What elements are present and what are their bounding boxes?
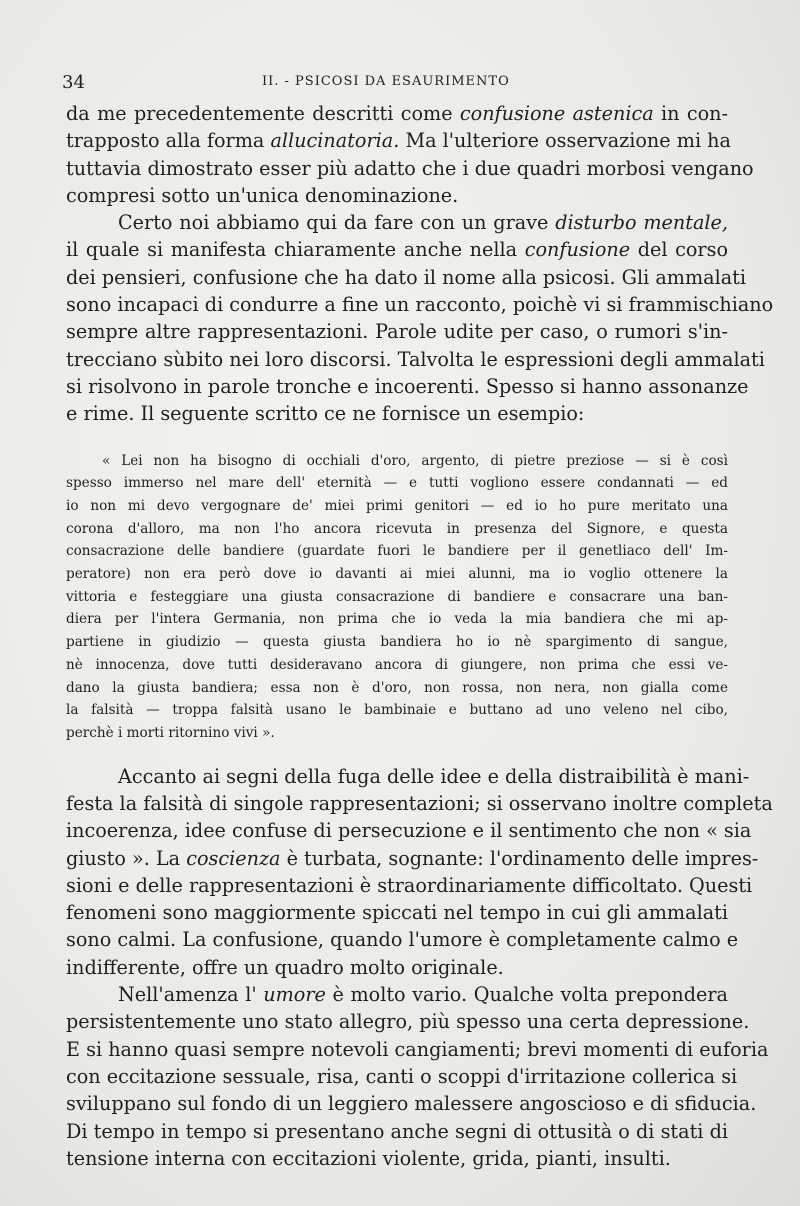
text-line: con eccitazione sessuale, risa, canti o scoppi d'irritazione collerica si xyxy=(66,1064,738,1088)
quote-line: partiene in giudizio — questa giusta bandiera ho io nè spargimento di sangue, xyxy=(66,634,728,651)
text-line: il quale si manifesta chiaramente anche nella confusione del corso xyxy=(66,238,728,262)
text-line: giusto ». La coscienza è turbata, sognante: l'ordinamento delle impres- xyxy=(66,846,759,870)
text-line: fenomeni sono maggiormente spiccati nel tempo in cui gli ammalati xyxy=(66,901,728,925)
text-line: sioni e delle rappresentazioni è straordinariamente difficoltato. Questi xyxy=(66,873,753,897)
text-line: sempre altre rappresentazioni. Parole udite per caso, o rumori s'in- xyxy=(66,320,728,344)
text-line: indifferente, offre un quadro molto originale. xyxy=(66,955,504,979)
quote-line: perchè i morti ritornino vivi ». xyxy=(66,725,275,741)
emphasis: confusione astenica xyxy=(459,102,654,125)
text-line: E si hanno quasi sempre notevoli cangiamenti; brevi momenti di euforia xyxy=(66,1037,769,1061)
quote-line: corona d'alloro, ma non l'ho ancora ricevuta in presenza del Signore, e questa xyxy=(66,520,728,537)
text-line: da me precedentemente descritti come confusione astenica in con- xyxy=(66,102,728,125)
quote-line: spesso immerso nel mare dell' eternità — e tutti vogliono essere condannati — ed xyxy=(66,475,728,492)
page-number: 34 xyxy=(62,72,85,93)
emphasis: umore xyxy=(263,983,326,1007)
text-line: Accanto ai segni della fuga delle idee e della distraibilità è mani- xyxy=(118,764,750,788)
block-quote xyxy=(66,450,728,745)
text-line: persistentemente uno stato allegro, più spesso una certa depressione. xyxy=(66,1010,750,1034)
text-line: dei pensieri, confusione che ha dato il nome alla psicosi. Gli ammalati xyxy=(66,265,747,289)
text-line: e rime. Il seguente scritto ce ne fornisce un esempio: xyxy=(66,402,585,426)
text-line: Nell'amenza l' umore è molto vario. Qualche volta prepondera xyxy=(118,983,728,1007)
quote-line: peratore) non era però dove io davanti ai miei alunni, ma io voglio ottenere la xyxy=(66,566,728,583)
quote-line: dano la giusta bandiera; essa non è d'oro, non rossa, non nera, non gialla come xyxy=(66,679,728,696)
paragraph-2 xyxy=(66,209,774,427)
quote-line: diera per l'intera Germania, non prima che io veda la mia bandiera che mi ap- xyxy=(66,611,728,628)
text-line: festa la falsità di singole rappresentazioni; si osservano inoltre completa xyxy=(66,792,773,815)
emphasis: coscienza xyxy=(186,846,281,870)
text-line: sviluppano sul fondo di un leggiero malessere angoscioso e di sfiducia. xyxy=(66,1092,757,1116)
quote-line: la falsità — troppa falsità usano le bambinaie e buttano ad uno veleno nel cibo, xyxy=(66,702,728,719)
text-line: Certo noi abbiamo qui da fare con un grave disturbo mentale, xyxy=(118,211,729,235)
emphasis: allucinatoria. xyxy=(270,129,400,153)
text-line: Di tempo in tempo si presentano anche segni di ottusità o di stati di xyxy=(66,1119,728,1143)
text-line: trecciano sùbito nei loro discorsi. Talvolta le espressioni degli ammalati xyxy=(66,347,765,371)
quote-line: nè innocenza, dove tutti desideravano ancora di giungere, non prima che essi ve- xyxy=(66,656,728,673)
page-body xyxy=(66,100,774,1172)
text-line: sono incapaci di condurre a fine un racconto, poichè vi si frammischiano xyxy=(66,293,774,317)
text-line: tuttavia dimostrato esser più adatto che i due quadri morbosi vengano xyxy=(66,156,754,180)
paragraph-4 xyxy=(66,981,769,1172)
paragraph-3 xyxy=(66,763,773,981)
text-line: incoerenza, idee confuse di persecuzione e il sentimento che non « sia xyxy=(66,819,752,843)
quote-line: consacrazione delle bandiere (guardate fuori le bandiere per il genetliaco dell' Im- xyxy=(66,543,728,560)
text-line: compresi sotto un'unica denominazione. xyxy=(66,183,459,207)
quote-line: « Lei non ha bisogno di occhiali d'oro, argento, di pietre preziose — si è così xyxy=(102,452,728,469)
text-line: sono calmi. La confusione, quando l'umore è completamente calmo e xyxy=(66,928,739,952)
quote-line: io non mi devo vergognare de' miei primi genitori — ed io ho pure meritato una xyxy=(66,497,728,514)
paragraph-1 xyxy=(66,100,754,209)
emphasis: disturbo mentale, xyxy=(555,211,729,235)
emphasis: confusione xyxy=(524,238,631,262)
running-head: II. - PSICOSI DA ESAURIMENTO xyxy=(262,74,510,89)
text-line: tensione interna con eccitazioni violente, grida, pianti, insulti. xyxy=(66,1146,671,1170)
text-line: si risolvono in parole tronche e incoerenti. Spesso si hanno assonanze xyxy=(66,374,749,398)
quote-line: vittoria e festeggiare una giusta consacrazione di bandiere e consacrare una ban- xyxy=(66,588,728,605)
page-header xyxy=(62,72,734,96)
text-line: trapposto alla forma allucinatoria. Ma l'ulteriore osservazione mi ha xyxy=(66,129,731,153)
